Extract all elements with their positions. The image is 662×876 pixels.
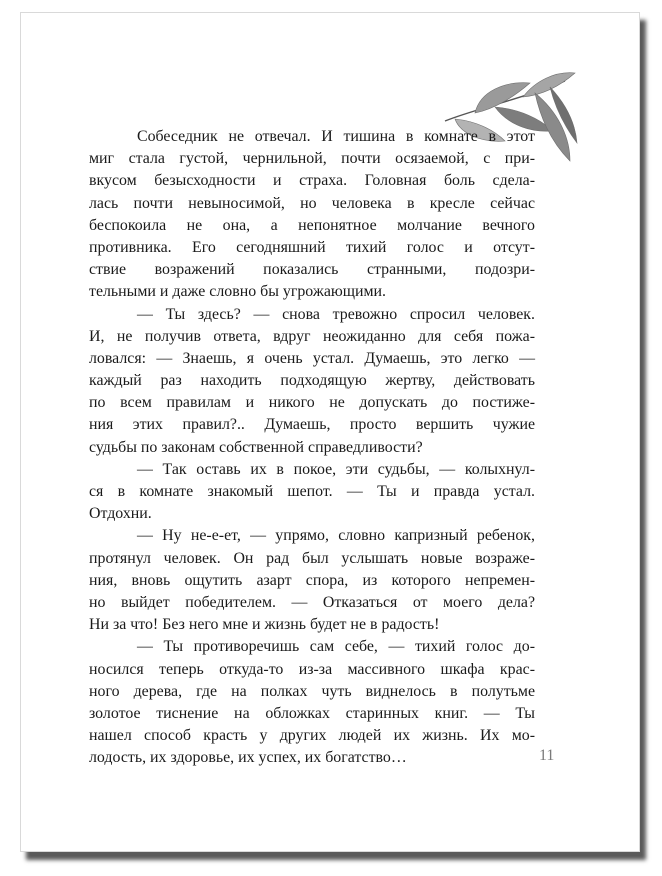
text-line: протянул человек. Он рад был услышать новые возраже- (89, 549, 535, 567)
text-line: лодость, их здоровье, их успех, их богатство… (89, 749, 407, 767)
page-number: 11 (539, 747, 555, 764)
body-text (89, 126, 535, 769)
text-line: И, не получив ответа, вдруг неожиданно для себя пожа- (89, 327, 535, 345)
book-page (20, 12, 640, 852)
text-line: противника. Его сегодняшний тихий голос и отсут- (89, 238, 535, 256)
text-line: Ни за что! Без него мне и жизнь будет не в радость! (89, 616, 440, 634)
text-line: ного дерева, где на полках чуть виднелось в полутьме (89, 682, 535, 700)
text-line: ния этих правил?.. Думаешь, просто вершить чужие (89, 416, 535, 434)
text-line: нашел способ красть у других людей их жизнь. Их мо- (89, 727, 535, 745)
text-line: — Так оставь их в покое, эти судьбы, — колыхнул- (137, 460, 535, 478)
text-line: ловался: — Знаешь, я очень устал. Думаешь, это легко — (89, 349, 535, 367)
text-line: по всем правилам и никого не допускать до постиже- (89, 394, 535, 412)
text-line: тельными и даже словно бы угрожающими. (89, 283, 387, 301)
text-line: судьбы по законам собственной справедливости? (89, 438, 423, 456)
text-line: беспокоила не она, а непонятное молчание вечного (89, 216, 535, 234)
text-line: миг стала густой, чернильной, почти осязаемой, с при- (89, 150, 535, 168)
text-line: — Ну не-е-ет, — упрямо, словно капризный ребенок, (137, 527, 535, 545)
text-line: ся в комнате знакомый шепот. — Ты и правда устал. (89, 483, 535, 500)
text-line: носился теперь откуда-то из-за массивного шкафа крас- (89, 660, 535, 678)
text-line: золотое тиснение на обложках старинных книг. — Ты (89, 704, 535, 722)
text-line: лась почти невыносимой, но человека в кресле сейчас (89, 194, 535, 212)
text-line: каждый раз находить подходящую жертву, действовать (89, 372, 535, 390)
text-line: ствие возражений показались странными, подозри- (89, 261, 535, 279)
text-line: — Ты противоречишь сам себе, — тихий голос до- (137, 638, 535, 656)
text-line: — Ты здесь? — снова тревожно спросил человек. (137, 305, 535, 323)
text-line: Отдохни. (89, 505, 152, 523)
text-line: вкусом безысходности и страха. Головная боль сдела- (89, 172, 535, 190)
text-line: ния, вновь ощутить азарт спора, из которого непремен- (89, 571, 535, 589)
text-line: но выйдет победителем. — Отказаться от моего дела? (89, 593, 535, 611)
text-line: Собеседник не отвечал. И тишина в комнате в этот (137, 128, 535, 145)
